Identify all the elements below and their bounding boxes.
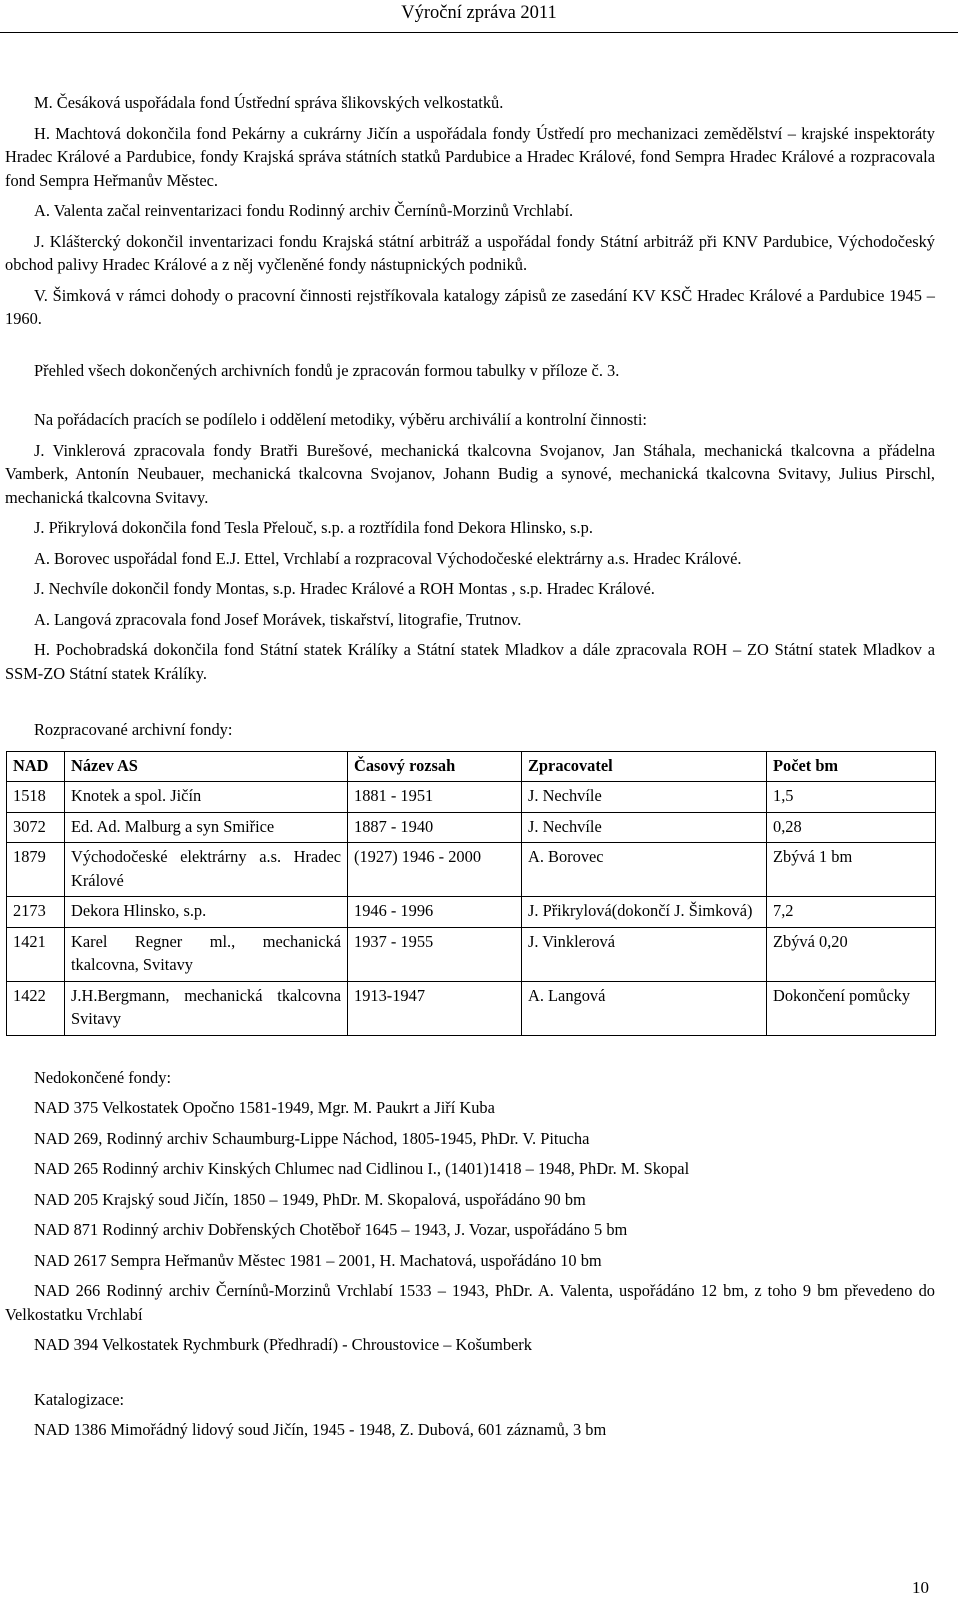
paragraph: A. Langová zpracovala fond Josef Morávek, tiskařství, litografie, Trutnov. (34, 609, 522, 629)
report-title: Výroční zpráva 2011 (401, 3, 557, 23)
table-cell: 1879 (7, 843, 65, 897)
list-item: NAD 269, Rodinný archiv Schaumburg-Lippe Náchod, 1805-1945, PhDr. V. Pitucha (34, 1128, 590, 1148)
table-row (7, 981, 936, 1035)
table-cell: J.H.Bergmann, mechanická tkalcovna Svitavy (65, 981, 348, 1035)
list-item: NAD 2617 Sempra Heřmanův Městec 1981 – 2001, H. Machatová, uspořádáno 10 bm (34, 1250, 602, 1270)
table-cell: 1,5 (767, 782, 936, 813)
page-number: 10 (912, 1578, 929, 1597)
page-content (5, 91, 935, 1449)
list-item: NAD 1386 Mimořádný lidový soud Jičín, 1945 - 1948, Z. Dubová, 601 záznamů, 3 bm (34, 1420, 607, 1439)
paragraph: V. Šimková v rámci dohody o pracovní činnosti rejstříkovala katalogy zápisů ze zasedání KV KSČ Hradec Králové a Pardubice 1945 – 1960. (5, 285, 935, 328)
column-header: Název AS (65, 751, 348, 782)
paragraph: M. Česáková uspořádala fond Ústřední správa šlikovských velkostatků. (34, 93, 504, 112)
column-header: Zpracovatel (522, 751, 767, 782)
table-cell: 1937 - 1955 (348, 927, 522, 981)
table-cell: J. Nechvíle (522, 782, 767, 813)
table-cell: 1881 - 1951 (348, 782, 522, 813)
cataloguing-heading: Katalogizace: (34, 1389, 125, 1409)
table-cell: Dekora Hlinsko, s.p. (65, 897, 348, 928)
table-cell: A. Borovec (522, 843, 767, 897)
summary-note: Přehled všech dokončených archivních fondů je zpracován formou tabulky v příloze č. 3. (34, 360, 620, 380)
table-cell: Ed. Ad. Malburg a syn Smiřice (65, 812, 348, 843)
table-cell: J. Přikrylová(dokončí J. Šimková) (522, 897, 767, 928)
table-cell: J. Nechvíle (522, 812, 767, 843)
table-cell: J. Vinklerová (522, 927, 767, 981)
table-row (7, 782, 936, 813)
table-cell: 1518 (7, 782, 65, 813)
column-header: NAD (7, 751, 65, 782)
table-cell: Karel Regner ml., mechanická tkalcovna, Svitavy (65, 927, 348, 981)
table-row (7, 812, 936, 843)
table-cell: Dokončení pomůcky (767, 981, 936, 1035)
list-item: NAD 266 Rodinný archiv Černínů-Morzinů Vrchlabí 1533 – 1943, PhDr. A. Valenta, uspořádáno 12 bm, z toho 9 bm převedeno do Velkostatku Vrchlabí (5, 1281, 935, 1324)
table-row (7, 843, 936, 897)
paragraph: A. Valenta začal reinventarizaci fondu Rodinný archiv Černínů-Morzinů Vrchlabí. (34, 201, 574, 220)
unfinished-heading: Nedokončené fondy: (34, 1067, 171, 1087)
table-cell: 1422 (7, 981, 65, 1035)
table-cell: 3072 (7, 812, 65, 843)
list-item: NAD 394 Velkostatek Rychmburk (Předhradí) - Chroustovice – Košumberk (34, 1335, 532, 1354)
table-cell: 1421 (7, 927, 65, 981)
column-header: Počet bm (767, 751, 936, 782)
table-row (7, 927, 936, 981)
paragraph: J. Kláštercký dokončil inventarizaci fondu Krajská státní arbitráž a uspořádal fondy Státní arbitráž při KNV Pardubice, Východočeský obchod palivy Hradec Králové a z něj vyčleněné fondy nástupnických podniků. (5, 231, 935, 274)
table-cell: 1913-1947 (348, 981, 522, 1035)
table-cell: 0,28 (767, 812, 936, 843)
list-item: NAD 375 Velkostatek Opočno 1581-1949, Mgr. M. Paukrt a Jiří Kuba (34, 1098, 495, 1117)
list-item: NAD 205 Krajský soud Jičín, 1850 – 1949, PhDr. M. Skopalová, uspořádáno 90 bm (34, 1189, 586, 1209)
page-header (0, 2, 958, 33)
paragraph: H. Pochobradská dokončila fond Státní statek Králíky a Státní statek Mladkov a dále zpracovala ROH – ZO Státní statek Mladkov a SSM-ZO Státní statek Králíky. (5, 640, 935, 683)
table-cell: A. Langová (522, 981, 767, 1035)
paragraph: J. Nechvíle dokončil fondy Montas, s.p. Hradec Králové a ROH Montas , s.p. Hradec Králové. (34, 579, 655, 598)
in-progress-heading: Rozpracované archivní fondy: (34, 720, 233, 739)
table-cell: 2173 (7, 897, 65, 928)
list-item: NAD 871 Rodinný archiv Dobřenských Chotěboř 1645 – 1943, J. Vozar, uspořádáno 5 bm (34, 1220, 628, 1239)
table-cell: Zbývá 0,20 (767, 927, 936, 981)
table-cell: 7,2 (767, 897, 936, 928)
table-cell: 1887 - 1940 (348, 812, 522, 843)
table-cell: Východočeské elektrárny a.s. Hradec Králové (65, 843, 348, 897)
paragraph: H. Machtová dokončila fond Pekárny a cukrárny Jičín a uspořádala fondy Ústředí pro mechanizaci zemědělství – krajské inspektoráty Hradec Králové a Pardubice, fondy Krajská správa státních statků Pardubice a Hradec Králové, fond Sempra Hradec Králové a rozpracovala fond Sempra Heřmanův Městec. (5, 123, 935, 190)
table-row (7, 897, 936, 928)
table-cell: (1927) 1946 - 2000 (348, 843, 522, 897)
column-header: Časový rozsah (348, 751, 522, 782)
table-cell: 1946 - 1996 (348, 897, 522, 928)
in-progress-table (6, 751, 936, 1036)
table-cell: Zbývá 1 bm (767, 843, 936, 897)
methodics-intro: Na pořádacích pracích se podílelo i oddělení metodiky, výběru archiválií a kontrolní činnosti: (34, 410, 647, 429)
paragraph: J. Přikrylová dokončila fond Tesla Přelouč, s.p. a roztřídila fond Dekora Hlinsko, s.p. (34, 518, 593, 537)
paragraph: A. Borovec uspořádal fond E.J. Ettel, Vrchlabí a rozpracoval Východočeské elektrárny a.s. Hradec Králové. (34, 548, 742, 568)
list-item: NAD 265 Rodinný archiv Kinských Chlumec nad Cidlinou I., (1401)1418 – 1948, PhDr. M. Skopal (34, 1159, 690, 1178)
table-cell: Knotek a spol. Jičín (65, 782, 348, 813)
table-header-row (7, 751, 936, 782)
paragraph: J. Vinklerová zpracovala fondy Bratři Burešové, mechanická tkalcovna Svojanov, Jan Stáhala, mechanická tkalcovna a přádelna Vamberk, Antonín Neubauer, mechanická tkalcovna Svojanov, Johann Budig a synové, mechanická tkalcovna Svitavy, Julius Pirschl, mechanická tkalcovna Svitavy. (5, 440, 935, 507)
